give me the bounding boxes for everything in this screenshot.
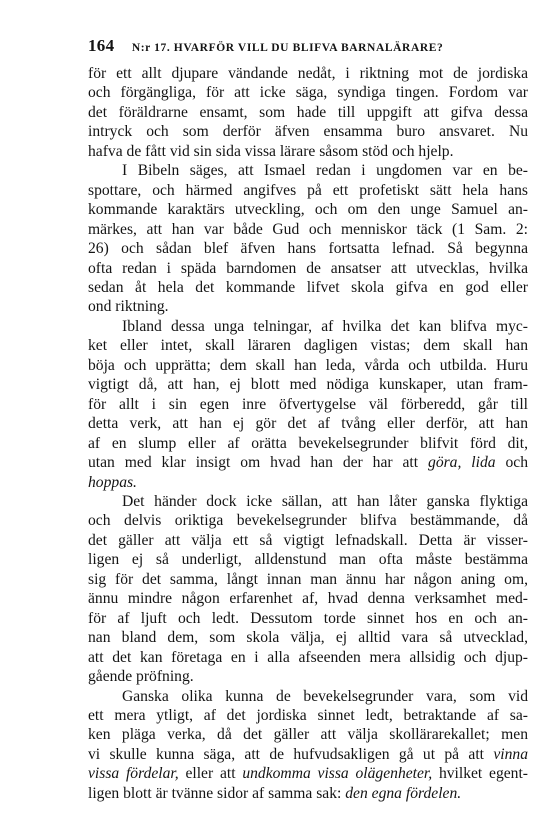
text-line: I Bibeln säges, att Ismael redan i ungdomen var en be- — [122, 162, 528, 180]
text-line: intryck och som derför äfven ensamma buro ansvaret. Nu — [88, 123, 528, 141]
text-line: det föräldrarne ensamt, som hade till uppgift att gifva dessa — [88, 103, 528, 121]
text-line: utan med klar insigt om hvad han der har att göra, lida och — [88, 454, 529, 472]
text-line: spottare, och härmed angifves på ett profetiskt sätt hela hans — [88, 181, 528, 199]
text-line: för ett allt djupare vändande nedåt, i riktning mot de jordiska — [88, 65, 528, 82]
body-text — [88, 64, 528, 803]
text-line: böja och upprätta; dem skall han leda, vårda och utbilda. Huru — [88, 356, 528, 374]
text-line: att det kan företaga en i alla afseenden mera allsidig och djup- — [88, 648, 528, 666]
text-line: för af ljuft och ledt. Dessutom torde sinnet hos en och an- — [88, 609, 528, 627]
text-line: detta verk, att han ej gör det af tvång eller derför, att han — [88, 415, 528, 433]
text-line: af en slump eller af orätta bevekelsegrunder blifvit förd dit, — [88, 434, 528, 452]
text-line: för allt i sin egen inre öfvertygelse väl förberedd, går till — [88, 395, 528, 413]
paragraph — [88, 161, 528, 317]
text-line: vissa fördelar, eller att undkomma vissa olägenheter, hvilket egent- — [88, 765, 529, 783]
text-line: hoppas. — [88, 473, 137, 491]
text-line: ond riktning. — [88, 298, 169, 316]
text-line: kommande karaktärs utveckling, och om den unge Samuel an- — [88, 201, 528, 219]
text-line: ett mera ytligt, af det jordiska sinnet ledt, betraktande af sa- — [88, 706, 528, 724]
page-number: 164 — [88, 36, 115, 55]
text-line: sig för det samma, långt innan man ännu har någon aning om, — [88, 570, 528, 588]
text-line: ligen ej så underligt, alldenstund man ofta måste bestämma — [88, 551, 528, 569]
text-line: Ganska olika kunna de bevekelsegrunder vara, som vid — [122, 687, 528, 705]
paragraph — [88, 317, 528, 492]
running-header — [88, 36, 528, 56]
text-line: nan bland dem, som skola välja, ej alltid vara så utvecklad, — [88, 629, 528, 647]
text-line: ligen blott är tvänne sidor af samma sak: den egna fördelen. — [88, 784, 462, 802]
text-line: 26) och sådan blef äfven hans fortsatta lefnad. Så begynna — [88, 240, 528, 258]
text-line: ket eller intet, skall läraren dagligen vistas; dem skall han — [88, 337, 528, 355]
text-line: ännu mindre någon erfarenhet af, hvad denna verksamhet med- — [88, 590, 528, 608]
text-line: Det händer dock icke sällan, att han låter ganska flyktiga — [122, 492, 528, 510]
paragraph — [88, 492, 528, 687]
paragraph — [88, 64, 528, 161]
text-line: och förgängliga, för att icke säga, syndiga tingen. Fordom var — [88, 84, 528, 102]
text-line: ken pläga verka, då det gäller att välja skollärarekallet; men — [88, 726, 528, 744]
running-title: N:r 17. HVARFÖR VILL DU BLIFVA BARNALÄRARE? — [131, 42, 444, 54]
text-line: märkes, att han var både Gud och menniskor täck (1 Sam. 2: — [88, 220, 528, 238]
paragraph — [88, 687, 528, 804]
text-line: Ibland dessa unga telningar, af hvilka det kan blifva myc- — [122, 317, 528, 335]
text-line: vigtigt då, att han, ej blott med nödiga kunskaper, utan fram- — [88, 376, 528, 394]
text-line: och delvis oriktiga bevekelsegrunder blifva bestämmande, då — [88, 512, 528, 530]
text-line: sedan åt hela det kommande lifvet skola gifva en god eller — [88, 278, 528, 296]
text-line: det gäller att välja ett så vigtigt lefnadskall. Detta är visser- — [88, 531, 528, 549]
text-line: ofta redan i späda barndomen de ansatser att utvecklas, hvilka — [88, 259, 528, 277]
text-line: hafva de fått vid sin sida vissa lärare såsom stöd och hjelp. — [88, 142, 454, 160]
text-line: vi skulle kunna säga, att de hufvudsakligen gå ut på att vinna — [88, 745, 528, 763]
text-line: gående pröfning. — [88, 668, 194, 686]
